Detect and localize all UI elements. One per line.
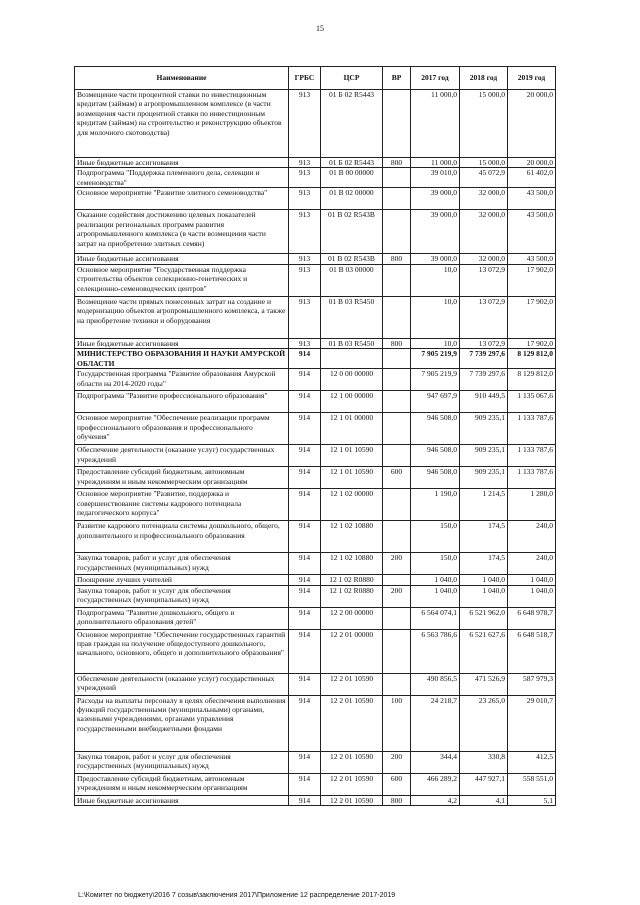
table-row bbox=[75, 695, 556, 751]
row-amount-2017: 11 000,0 bbox=[411, 158, 460, 168]
row-name: Иные бюджетные ассигнования bbox=[75, 795, 289, 805]
row-amount-2019: 1 040,0 bbox=[508, 575, 556, 585]
row-amount-2018: 13 072,9 bbox=[460, 338, 508, 348]
row-amount-2019: 1 133 787,6 bbox=[508, 467, 556, 489]
row-amount-2017: 39 010,0 bbox=[411, 168, 460, 188]
row-name: Предоставление субсидий бюджетным, автономным учреждениям и иным некоммерческим организациям bbox=[75, 467, 289, 489]
row-amount-2017: 39 000,0 bbox=[411, 188, 460, 210]
row-amount-2018: 174,5 bbox=[460, 553, 508, 575]
row-csr: 01 В 03 00000 bbox=[321, 264, 383, 296]
row-csr: 12 2 01 10590 bbox=[321, 795, 383, 805]
header-csr: ЦСР bbox=[321, 67, 383, 90]
row-vr: 200 bbox=[383, 751, 411, 773]
row-amount-2019: 240,0 bbox=[508, 553, 556, 575]
row-grbs: 914 bbox=[289, 489, 321, 521]
row-amount-2017: 946 508,0 bbox=[411, 413, 460, 445]
row-amount-2018: 45 072,9 bbox=[460, 168, 508, 188]
row-vr bbox=[383, 607, 411, 629]
row-amount-2017: 1 190,0 bbox=[411, 489, 460, 521]
row-csr: 12 2 01 10590 bbox=[321, 695, 383, 751]
row-vr bbox=[383, 521, 411, 553]
row-amount-2019: 1 040,0 bbox=[508, 585, 556, 607]
row-vr bbox=[383, 445, 411, 467]
row-vr bbox=[383, 391, 411, 413]
row-grbs: 913 bbox=[289, 264, 321, 296]
row-amount-2019: 43 500,0 bbox=[508, 188, 556, 210]
row-amount-2018: 910 449,5 bbox=[460, 391, 508, 413]
table-row bbox=[75, 90, 556, 158]
row-name: Поощрение лучших учителей bbox=[75, 575, 289, 585]
row-grbs: 914 bbox=[289, 521, 321, 553]
row-amount-2017: 11 000,0 bbox=[411, 90, 460, 158]
table-row bbox=[75, 391, 556, 413]
row-name: Обеспечение деятельности (оказание услуг) государственных учреждений bbox=[75, 445, 289, 467]
row-amount-2018: 174,5 bbox=[460, 521, 508, 553]
table-header-row bbox=[75, 67, 556, 90]
row-vr bbox=[383, 349, 411, 369]
row-csr: 12 1 01 10590 bbox=[321, 445, 383, 467]
table-row bbox=[75, 629, 556, 673]
row-vr bbox=[383, 673, 411, 695]
header-2017: 2017 год bbox=[411, 67, 460, 90]
row-vr bbox=[383, 629, 411, 673]
row-grbs: 914 bbox=[289, 629, 321, 673]
row-amount-2017: 4,2 bbox=[411, 795, 460, 805]
row-name: Расходы на выплаты персоналу в целях обеспечения выполнения функций государственными (муниципальными) органами, казенными учреждениями, органами управления государственными внебюджетными фондами bbox=[75, 695, 289, 751]
row-amount-2019: 1 135 067,6 bbox=[508, 391, 556, 413]
row-amount-2019: 587 979,3 bbox=[508, 673, 556, 695]
row-vr bbox=[383, 489, 411, 521]
row-vr: 200 bbox=[383, 585, 411, 607]
row-name: Закупка товаров, работ и услуг для обеспечения государственных (муниципальных) нужд bbox=[75, 553, 289, 575]
table-row bbox=[75, 338, 556, 348]
row-amount-2019: 61 402,0 bbox=[508, 168, 556, 188]
table-row bbox=[75, 751, 556, 773]
row-amount-2017: 150,0 bbox=[411, 553, 460, 575]
header-2019: 2019 год bbox=[508, 67, 556, 90]
row-amount-2017: 1 040,0 bbox=[411, 575, 460, 585]
row-amount-2019: 43 500,0 bbox=[508, 210, 556, 254]
table-body bbox=[75, 90, 556, 806]
row-vr: 800 bbox=[383, 158, 411, 168]
row-grbs: 914 bbox=[289, 467, 321, 489]
header-vr: ВР bbox=[383, 67, 411, 90]
row-vr bbox=[383, 369, 411, 391]
table-row bbox=[75, 168, 556, 188]
row-amount-2017: 39 000,0 bbox=[411, 254, 460, 264]
row-vr: 800 bbox=[383, 254, 411, 264]
row-name: Иные бюджетные ассигнования bbox=[75, 338, 289, 348]
row-amount-2017: 10,0 bbox=[411, 296, 460, 338]
row-amount-2017: 150,0 bbox=[411, 521, 460, 553]
row-amount-2018: 15 000,0 bbox=[460, 90, 508, 158]
row-amount-2018: 1 040,0 bbox=[460, 585, 508, 607]
row-amount-2019: 8 129 812,0 bbox=[508, 369, 556, 391]
row-csr: 01 В 03 R5450 bbox=[321, 296, 383, 338]
row-vr: 100 bbox=[383, 695, 411, 751]
row-csr: 12 2 00 00000 bbox=[321, 607, 383, 629]
row-grbs: 914 bbox=[289, 695, 321, 751]
table-row bbox=[75, 553, 556, 575]
row-csr: 12 1 01 10590 bbox=[321, 467, 383, 489]
row-grbs: 914 bbox=[289, 369, 321, 391]
row-amount-2018: 13 072,9 bbox=[460, 264, 508, 296]
table-row bbox=[75, 489, 556, 521]
row-vr: 600 bbox=[383, 773, 411, 795]
row-amount-2019: 240,0 bbox=[508, 521, 556, 553]
row-vr bbox=[383, 296, 411, 338]
row-amount-2018: 6 521 627,6 bbox=[460, 629, 508, 673]
row-amount-2017: 947 697,9 bbox=[411, 391, 460, 413]
row-amount-2019: 17 902,0 bbox=[508, 264, 556, 296]
row-vr: 600 bbox=[383, 467, 411, 489]
table-row bbox=[75, 607, 556, 629]
table-row bbox=[75, 521, 556, 553]
row-name: Закупка товаров, работ и услуг для обеспечения государственных (муниципальных) нужд bbox=[75, 751, 289, 773]
row-name: Оказание содействия достижению целевых показателей реализации региональных программ развития агропромышленного комплекса (в части возмещения части затрат на приобретение элитных семян) bbox=[75, 210, 289, 254]
row-csr: 12 1 00 00000 bbox=[321, 391, 383, 413]
row-amount-2018: 330,8 bbox=[460, 751, 508, 773]
row-name: Закупка товаров, работ и услуг для обеспечения государственных (муниципальных) нужд bbox=[75, 585, 289, 607]
row-vr bbox=[383, 168, 411, 188]
row-csr: 12 1 02 R0880 bbox=[321, 585, 383, 607]
table-row bbox=[75, 264, 556, 296]
row-amount-2019: 558 551,0 bbox=[508, 773, 556, 795]
row-csr: 12 2 01 00000 bbox=[321, 629, 383, 673]
row-csr: 01 В 02 R543В bbox=[321, 254, 383, 264]
row-grbs: 914 bbox=[289, 391, 321, 413]
row-csr: 12 1 01 00000 bbox=[321, 413, 383, 445]
row-amount-2018: 13 072,9 bbox=[460, 296, 508, 338]
row-grbs: 914 bbox=[289, 575, 321, 585]
row-grbs: 914 bbox=[289, 585, 321, 607]
row-csr: 12 1 02 10880 bbox=[321, 553, 383, 575]
table-row bbox=[75, 673, 556, 695]
page-number: 15 bbox=[316, 24, 324, 33]
row-vr bbox=[383, 413, 411, 445]
table-row bbox=[75, 445, 556, 467]
row-amount-2017: 946 508,0 bbox=[411, 445, 460, 467]
row-vr bbox=[383, 188, 411, 210]
row-csr: 01 В 00 00000 bbox=[321, 168, 383, 188]
row-vr: 800 bbox=[383, 338, 411, 348]
row-amount-2017: 344,4 bbox=[411, 751, 460, 773]
row-amount-2018: 1 214,5 bbox=[460, 489, 508, 521]
row-csr: 12 1 02 R0880 bbox=[321, 575, 383, 585]
row-amount-2019: 17 902,0 bbox=[508, 338, 556, 348]
row-amount-2018: 471 526,9 bbox=[460, 673, 508, 695]
row-amount-2017: 10,0 bbox=[411, 338, 460, 348]
table-row bbox=[75, 349, 556, 369]
row-amount-2017: 10,0 bbox=[411, 264, 460, 296]
row-name: Предоставление субсидий бюджетным, автономным учреждениям и иным некоммерческим организациям bbox=[75, 773, 289, 795]
row-amount-2017: 490 856,5 bbox=[411, 673, 460, 695]
row-csr: 12 1 02 10880 bbox=[321, 521, 383, 553]
row-amount-2018: 7 739 297,6 bbox=[460, 349, 508, 369]
table-row bbox=[75, 773, 556, 795]
header-grbs: ГРБС bbox=[289, 67, 321, 90]
row-csr: 01 В 02 00000 bbox=[321, 188, 383, 210]
row-csr: 12 2 01 10590 bbox=[321, 673, 383, 695]
row-name: Иные бюджетные ассигнования bbox=[75, 158, 289, 168]
row-name: Подпрограмма "Поддержка племенного дела, селекции и семеноводства" bbox=[75, 168, 289, 188]
table-row bbox=[75, 413, 556, 445]
row-amount-2019: 20 000,0 bbox=[508, 158, 556, 168]
row-name: Возмещение части процентной ставки по инвестиционным кредитам (займам) в агропромышленном комплексе (в части возмещения части процентной ставки по инвестиционным кредитам (займам) на строительство и реконструкцию объектов для молочного скотоводства) bbox=[75, 90, 289, 158]
row-amount-2018: 23 265,0 bbox=[460, 695, 508, 751]
row-name: Основное мероприятие "Государственная поддержка строительства объектов селекционно-генетических и селекционно-семеноводческих центров" bbox=[75, 264, 289, 296]
row-amount-2017: 1 040,0 bbox=[411, 585, 460, 607]
row-grbs: 914 bbox=[289, 413, 321, 445]
row-name: Обеспечение деятельности (оказание услуг) государственных учреждений bbox=[75, 673, 289, 695]
row-grbs: 914 bbox=[289, 673, 321, 695]
row-grbs: 913 bbox=[289, 168, 321, 188]
row-grbs: 914 bbox=[289, 553, 321, 575]
row-csr: 01 Б 02 R5443 bbox=[321, 158, 383, 168]
row-vr: 200 bbox=[383, 553, 411, 575]
row-csr: 12 1 02 00000 bbox=[321, 489, 383, 521]
row-amount-2017: 466 289,2 bbox=[411, 773, 460, 795]
row-grbs: 914 bbox=[289, 795, 321, 805]
row-amount-2018: 15 000,0 bbox=[460, 158, 508, 168]
row-name: Основное мероприятие "Развитие, поддержка и совершенствование системы кадрового потенциала педагогического корпуса" bbox=[75, 489, 289, 521]
row-amount-2018: 909 235,1 bbox=[460, 445, 508, 467]
row-amount-2018: 32 000,0 bbox=[460, 210, 508, 254]
row-amount-2019: 17 902,0 bbox=[508, 296, 556, 338]
row-amount-2018: 32 000,0 bbox=[460, 254, 508, 264]
row-vr bbox=[383, 90, 411, 158]
row-amount-2019: 6 648 518,7 bbox=[508, 629, 556, 673]
row-name: Основное мероприятие "Развитие элитного семеноводства" bbox=[75, 188, 289, 210]
row-csr: 12 2 01 10590 bbox=[321, 751, 383, 773]
row-amount-2019: 1 280,0 bbox=[508, 489, 556, 521]
row-grbs: 914 bbox=[289, 445, 321, 467]
row-csr bbox=[321, 349, 383, 369]
row-amount-2018: 32 000,0 bbox=[460, 188, 508, 210]
row-name: Иные бюджетные ассигнования bbox=[75, 254, 289, 264]
row-amount-2019: 412,5 bbox=[508, 751, 556, 773]
row-name: Подпрограмма "Развитие профессионального образования" bbox=[75, 391, 289, 413]
row-amount-2019: 6 648 978,7 bbox=[508, 607, 556, 629]
row-amount-2017: 24 218,7 bbox=[411, 695, 460, 751]
row-amount-2019: 1 133 787,6 bbox=[508, 445, 556, 467]
row-name: Возмещение части прямых понесенных затрат на создание и модернизацию объектов агропромышленного комплекса, а также на приобретение техники и оборудования bbox=[75, 296, 289, 338]
table-row bbox=[75, 254, 556, 264]
row-grbs: 913 bbox=[289, 338, 321, 348]
row-amount-2018: 6 521 962,0 bbox=[460, 607, 508, 629]
row-amount-2018: 7 739 297,6 bbox=[460, 369, 508, 391]
file-path-footer: L:\Комитет по бюджету\2016 7 созыв\заключения 2017\Приложение 12 распределение 2017-2019 bbox=[78, 892, 396, 899]
row-amount-2019: 43 500,0 bbox=[508, 254, 556, 264]
row-amount-2017: 7 905 219,9 bbox=[411, 369, 460, 391]
row-grbs: 914 bbox=[289, 607, 321, 629]
row-amount-2019: 29 010,7 bbox=[508, 695, 556, 751]
row-amount-2018: 447 927,1 bbox=[460, 773, 508, 795]
row-csr: 12 0 00 00000 bbox=[321, 369, 383, 391]
table-row bbox=[75, 795, 556, 805]
row-grbs: 913 bbox=[289, 90, 321, 158]
row-amount-2017: 39 000,0 bbox=[411, 210, 460, 254]
row-amount-2017: 7 905 219,9 bbox=[411, 349, 460, 369]
header-2018: 2018 год bbox=[460, 67, 508, 90]
row-csr: 01 В 03 R5450 bbox=[321, 338, 383, 348]
row-amount-2017: 6 564 074,1 bbox=[411, 607, 460, 629]
table-row bbox=[75, 158, 556, 168]
row-amount-2017: 946 508,0 bbox=[411, 467, 460, 489]
table-row bbox=[75, 188, 556, 210]
row-grbs: 914 bbox=[289, 349, 321, 369]
row-name: Государственная программа "Развитие образования Амурской области на 2014-2020 годы" bbox=[75, 369, 289, 391]
header-name: Наименование bbox=[75, 67, 289, 90]
row-vr bbox=[383, 575, 411, 585]
row-vr bbox=[383, 210, 411, 254]
row-grbs: 913 bbox=[289, 254, 321, 264]
row-csr: 01 Б 02 R5443 bbox=[321, 90, 383, 158]
row-name: Основное мероприятие "Обеспечение государственных гарантий прав граждан на получение общедоступного дошкольного, начального, основного, общего и дополнительного образования" bbox=[75, 629, 289, 673]
row-amount-2019: 1 133 787,6 bbox=[508, 413, 556, 445]
row-amount-2018: 4,1 bbox=[460, 795, 508, 805]
table-row bbox=[75, 585, 556, 607]
row-name: Основное мероприятие "Обеспечение реализации программ профессионального образования и профессионального обучения" bbox=[75, 413, 289, 445]
row-grbs: 913 bbox=[289, 158, 321, 168]
budget-table bbox=[74, 66, 556, 806]
row-name: Подпрограмма "Развитие дошкольного, общего и дополнительного образования детей" bbox=[75, 607, 289, 629]
table-row bbox=[75, 296, 556, 338]
table-row bbox=[75, 210, 556, 254]
table-row bbox=[75, 467, 556, 489]
row-amount-2017: 6 563 786,6 bbox=[411, 629, 460, 673]
row-csr: 01 В 02 R543В bbox=[321, 210, 383, 254]
row-grbs: 914 bbox=[289, 773, 321, 795]
row-name: Развитие кадрового потенциала системы дошкольного, общего, дополнительного и профессионального образования bbox=[75, 521, 289, 553]
row-vr: 800 bbox=[383, 795, 411, 805]
row-grbs: 913 bbox=[289, 188, 321, 210]
row-amount-2019: 8 129 812,0 bbox=[508, 349, 556, 369]
table-row bbox=[75, 369, 556, 391]
row-grbs: 913 bbox=[289, 296, 321, 338]
row-amount-2019: 20 000,0 bbox=[508, 90, 556, 158]
row-vr bbox=[383, 264, 411, 296]
row-grbs: 914 bbox=[289, 751, 321, 773]
row-grbs: 913 bbox=[289, 210, 321, 254]
row-csr: 12 2 01 10590 bbox=[321, 773, 383, 795]
table-row bbox=[75, 575, 556, 585]
row-amount-2018: 1 040,0 bbox=[460, 575, 508, 585]
row-amount-2019: 5,1 bbox=[508, 795, 556, 805]
row-name: МИНИСТЕРСТВО ОБРАЗОВАНИЯ И НАУКИ АМУРСКОЙ ОБЛАСТИ bbox=[75, 349, 289, 369]
row-amount-2018: 909 235,1 bbox=[460, 467, 508, 489]
row-amount-2018: 909 235,1 bbox=[460, 413, 508, 445]
